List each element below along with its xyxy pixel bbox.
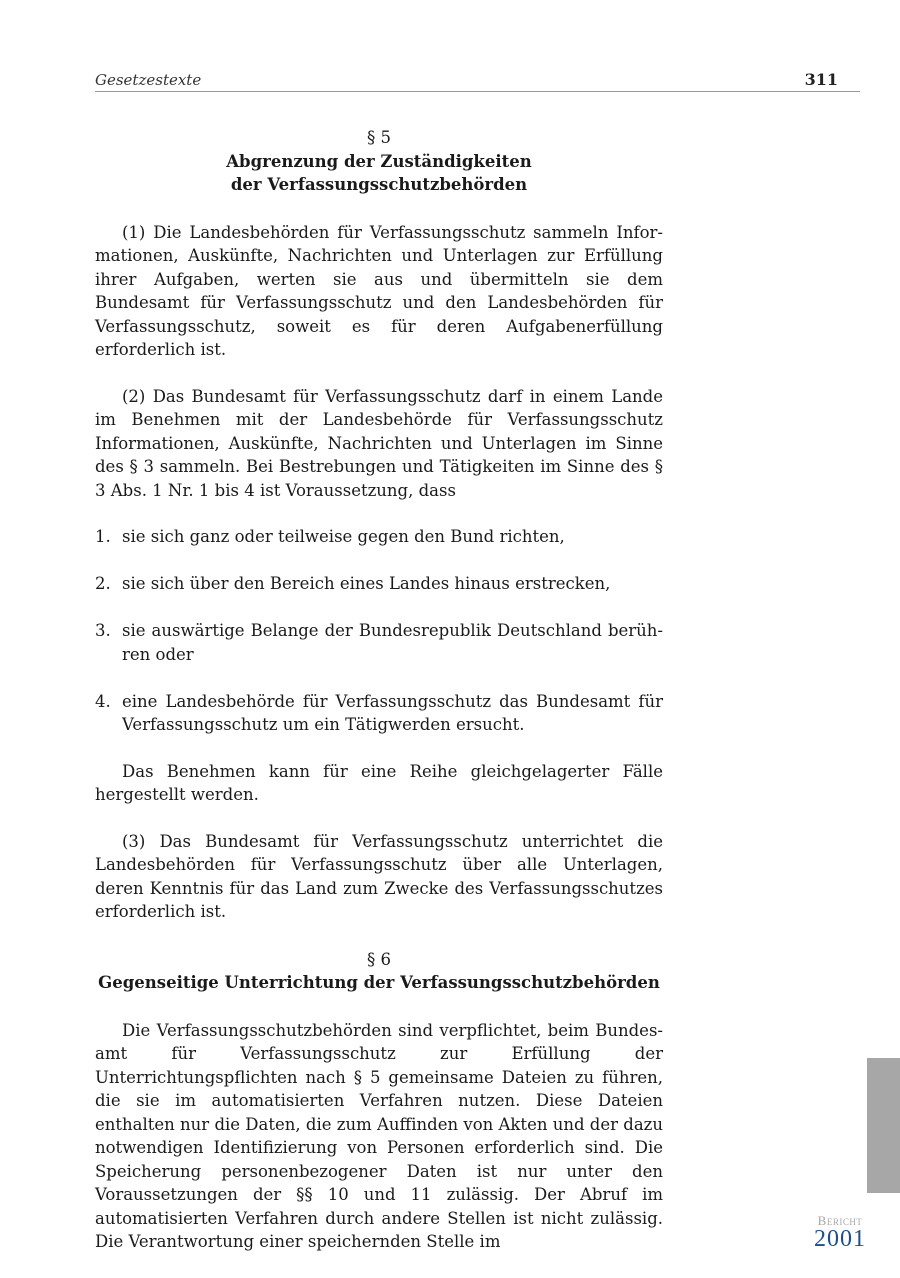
list-item-text: eine Landesbehörde für Verfassungsschutz das Bundesamt für Verfassungsschutz um ein Tätigwerden ersucht. [122, 691, 663, 734]
section-6-heading [95, 948, 663, 995]
list-item-number: 2. [95, 574, 111, 593]
section-5-paragraph-1: (1) Die Landesbehörden für Verfassungsschutz sammeln Informationen, Auskünfte, Nachrichten und Unterlagen zur Erfüllung ihrer Aufgaben, werten sie aus und übermitteln sie dem Bundesamt für Verfassungsschutz und den Landesbehörden für Verfassungsschutz, soweit es für deren Aufgabenerfüllung erforderlich ist. [95, 222, 663, 359]
page-body [95, 126, 663, 1254]
logo-year: 2001 [814, 1226, 866, 1252]
section-5-number: § 5 [367, 128, 391, 147]
list-item [95, 525, 663, 549]
list-item-number: 4. [95, 691, 111, 711]
header-rule [95, 91, 860, 92]
list-item-text: sie auswärtige Belange der Bundesrepublik Deutschland berühren oder [122, 621, 663, 664]
running-header-title: Gesetzestexte [95, 71, 202, 89]
list-item-number: 3. [95, 621, 111, 640]
list-item [95, 572, 663, 596]
side-thumb-tab [867, 1058, 900, 1193]
section-6-number: § 6 [367, 949, 391, 969]
section-5-benehmen-paragraph: Das Benehmen kann für eine Reihe gleichgelagerter Fälle hergestellt werden. [95, 761, 663, 804]
section-6-paragraph-1: Die Verfassungsschutzbehörden sind verpflichtet, beim Bundesamt für Verfassungsschutz zur Erfüllung der Unterrichtungspflichten nach § 5 gemeinsame Dateien zu führen, die sie im automatisierten Verfahren nutzen. Diese Dateien enthalten nur die Daten, die zum Auffinden von Akten und der dazu notwendigen Identifizierung von Personen erforderlich sind. Die Speicherung personenbezogener Daten ist nur unter den Voraussetzungen der §§ 10 und 11 zulässig. Der Abruf im automatisierten Verfahren durch andere Stellen ist nicht zulässig. Die Verantwortung einer speichernden Stelle im [95, 1020, 663, 1251]
section-5-heading [95, 126, 663, 197]
list-item [95, 619, 663, 666]
condition-list [95, 525, 663, 737]
list-item-text: sie sich ganz oder teilweise gegen den Bund richten, [122, 527, 565, 546]
list-item-text: sie sich über den Bereich eines Landes hinaus erstrecken, [122, 574, 611, 593]
section-5-paragraph-2: (2) Das Bundesamt für Verfassungsschutz darf in einem Lande im Benehmen mit der Landesbehörde für Verfassungsschutz Informationen, Auskünfte, Nachrichten und Unterlagen im Sinne des § 3 sammeln. Bei Bestrebungen und Tätigkeiten im Sinne des § 3 Abs. 1 Nr. 1 bis 4 ist Voraussetzung, dass [95, 386, 663, 500]
list-item [95, 690, 663, 737]
page-number: 311 [804, 70, 838, 89]
section-6-title: Gegenseitige Unterrichtung der Verfassungsschutzbehörden [98, 973, 660, 992]
section-5-paragraph-3: (3) Das Bundesamt für Verfassungsschutz unterrichtet die Landesbehörden für Verfassungsschutz über alle Unterlagen, deren Kenntnis für das Land zum Zwecke des Verfassungsschutzes erforderlich ist. [95, 831, 663, 921]
section-5-title-line2: der Verfassungsschutzbehörden [230, 175, 528, 194]
logo-word: Bericht [817, 1213, 863, 1228]
section-5-title-line1: Abgrenzung der Zuständigkeiten [226, 151, 532, 171]
bericht-2001-logo [804, 1214, 876, 1250]
list-item-number: 1. [95, 527, 111, 546]
